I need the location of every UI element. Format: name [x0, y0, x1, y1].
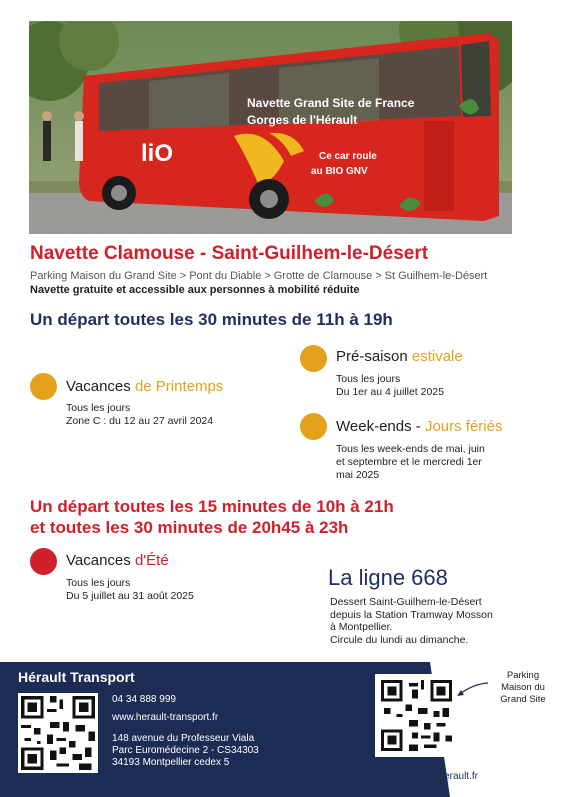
frequency-heading-2-line: Un départ toutes les 15 minutes de 10h à 21h: [30, 497, 394, 516]
period-dot-icon: [30, 548, 57, 575]
route-separator: >: [375, 270, 382, 282]
ligne-title: La ligne 668: [328, 565, 448, 590]
footer-address-line: 148 avenue du Professeur Viala: [112, 733, 255, 744]
period-detail-line: Zone C : du 12 au 27 avril 2024: [66, 415, 214, 427]
route-separator: >: [264, 270, 271, 282]
period-detail-line: Tous les jours: [66, 577, 131, 589]
parking-label-line: Parking: [506, 670, 540, 681]
bus-side-text-2: Gorges de l'Hérault: [247, 113, 358, 127]
parking-label-line: Maison du: [501, 682, 545, 693]
site-url-link[interactable]: www.saintguilhem-valleeherault.fr: [329, 771, 478, 782]
route-breadcrumb: [30, 270, 487, 282]
period-detail-line: Tous les jours: [66, 402, 131, 414]
frequency-heading-2: [30, 496, 394, 538]
period-dot-icon: [300, 345, 327, 372]
period-title-prefix: Vacances: [66, 378, 135, 395]
period-detail-line: Tous les week-ends de mai, juin: [336, 443, 485, 455]
period-title-presaison: [336, 348, 463, 365]
route-stop: St Guilhem-le-Désert: [384, 270, 488, 282]
period-detail-line: Du 1er au 4 juillet 2025: [336, 386, 444, 398]
period-title-ete: [66, 552, 169, 569]
footer-address-line: Parc Euromédecine 2 - CS34303: [112, 745, 259, 756]
page-title: Navette Clamouse - Saint-Guilhem-le-Désert: [30, 243, 429, 264]
footer-address: [112, 733, 259, 769]
ligne-desc-line: Dessert Saint-Guilhem-le-Désert: [330, 596, 482, 608]
parking-label-line: Grand Site: [500, 694, 546, 705]
qr-code-graphic: [18, 693, 98, 773]
route-stop: Pont du Diable: [189, 270, 262, 282]
period-detail-weekends: [336, 443, 485, 482]
route-stop: Grotte de Clamouse: [273, 270, 373, 282]
footer-org-name: Hérault Transport: [18, 669, 135, 685]
ligne-desc-line: à Montpellier.: [330, 621, 393, 633]
period-title-highlight: d'Été: [134, 552, 169, 569]
period-detail-line: mai 2025: [336, 469, 380, 481]
qr-code-icon[interactable]: [375, 674, 458, 757]
period-detail-line: Tous les jours: [336, 373, 401, 385]
period-title-prefix: Vacances: [66, 552, 135, 569]
period-dot-icon: [30, 373, 57, 400]
ligne-description: [330, 596, 530, 646]
period-title-prefix: Pré-saison: [336, 348, 412, 365]
accessibility-note: Navette gratuite et accessible aux personnes à mobilité réduite: [30, 284, 360, 296]
period-detail-ete: [66, 577, 194, 603]
arrow-icon: [455, 680, 490, 700]
ligne-desc-line: depuis la Station Tramway Mosson: [330, 608, 493, 621]
bus-side-text-1: Navette Grand Site de France: [247, 96, 415, 110]
period-title-printemps: [66, 378, 223, 395]
frequency-heading-1: Un départ toutes les 30 minutes de 11h à 19h: [30, 310, 393, 329]
route-separator: >: [179, 270, 187, 282]
period-title-weekends: [336, 418, 502, 435]
ligne-desc-line: Circule du lundi au dimanche.: [330, 633, 469, 646]
period-title-prefix: Week-ends -: [336, 418, 425, 435]
period-dot-icon: [300, 413, 327, 440]
period-detail-line: et septembre et le mercredi 1er: [336, 456, 482, 468]
lio-logo: liO: [141, 140, 174, 167]
frequency-heading-2-line: et toutes les 30 minutes de 20h45 à 23h: [30, 518, 349, 537]
period-title-highlight: de Printemps: [134, 378, 224, 395]
footer-phone[interactable]: 04 34 888 999: [112, 694, 176, 705]
qr-code-graphic: [375, 674, 458, 757]
period-detail-printemps: [66, 402, 213, 428]
footer-website-link[interactable]: www.herault-transport.fr: [112, 712, 219, 723]
period-detail-presaison: [336, 373, 444, 399]
bus-photo: [29, 21, 512, 234]
period-title-highlight: Jours fériés: [424, 418, 503, 435]
eco-text-2: au BIO GNV: [311, 166, 368, 177]
eco-text-1: Ce car roule: [319, 151, 377, 162]
period-detail-line: Du 5 juillet au 31 août 2025: [66, 590, 194, 602]
footer-address-line: 34193 Montpellier cedex 5: [112, 757, 230, 768]
parking-label: [488, 670, 558, 706]
qr-code-icon[interactable]: [18, 693, 98, 773]
period-title-highlight: estivale: [411, 348, 463, 365]
bus-illustration: [29, 21, 512, 234]
route-stop: Parking Maison du Grand Site: [30, 270, 177, 282]
